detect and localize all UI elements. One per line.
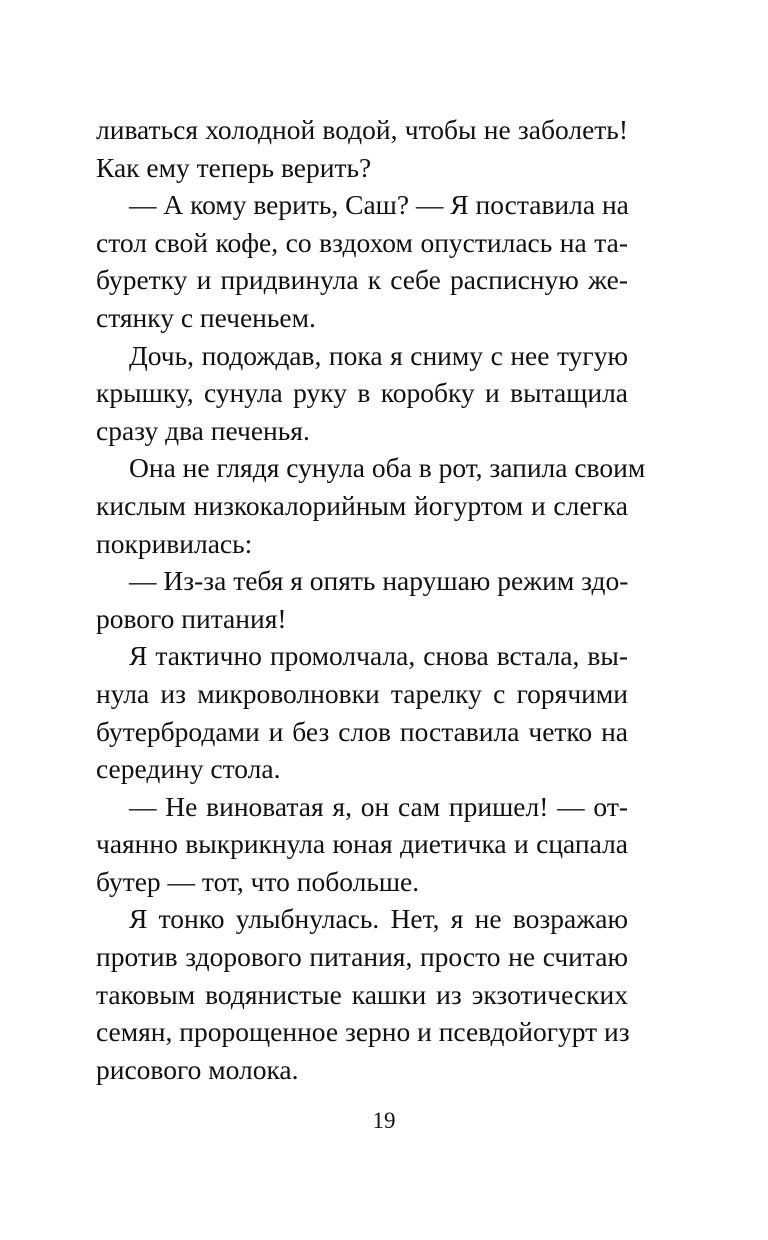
text-line: бутербродами и без слов поставила четко на <box>96 715 628 747</box>
paragraph-4 <box>96 449 646 562</box>
text-line: — Не виноватая я, он сам пришел! — от- <box>129 790 628 822</box>
text-line: семян, пророщенное зерно и псевдойогурт из <box>96 1016 630 1048</box>
text-line: рисового молока. <box>96 1053 299 1085</box>
paragraph-2 <box>96 186 628 336</box>
text-line: Я тактично промолчала, снова встала, вы- <box>129 640 628 672</box>
text-line: против здорового питания, просто не считаю <box>96 941 628 973</box>
paragraph-3 <box>96 337 628 450</box>
text-line: таковым водянистые кашки из экзотических <box>96 978 628 1010</box>
text-line: сразу два печенья. <box>96 414 310 446</box>
paragraph-5 <box>96 562 628 637</box>
text-line: — А кому верить, Саш? — Я поставила на <box>129 189 629 221</box>
text-line: Как ему теперь верить? <box>96 151 372 183</box>
paragraph-1 <box>96 111 628 186</box>
text-line: — Из-за тебя я опять нарушаю режим здо- <box>129 565 629 597</box>
text-line: чаянно выкрикнула юная диетичка и сцапала <box>96 828 628 860</box>
text-line: рового питания! <box>96 602 287 634</box>
paragraph-6 <box>96 637 628 787</box>
text-line: Дочь, подождав, пока я сниму с нее тугую <box>129 339 628 371</box>
text-line: стянку с печеньем. <box>96 301 316 333</box>
paragraph-7 <box>96 788 628 901</box>
text-line: середину стола. <box>96 753 281 785</box>
paragraph-8 <box>96 900 628 1088</box>
text-line: Я тонко улыбнулась. Нет, я не возражаю <box>129 903 628 935</box>
text-line: бутер — тот, что побольше. <box>96 865 420 897</box>
text-line: крышку, сунула руку в коробку и вытащила <box>96 377 628 409</box>
text-line: ливаться холодной водой, чтобы не заболеть! <box>96 114 628 145</box>
text-line: Она не глядя сунула оба в рот, запила своим <box>129 452 646 484</box>
text-line: стол свой кофе, со вздохом опустилась на та- <box>96 226 628 258</box>
page-body <box>96 111 646 1088</box>
page-number: 19 <box>372 1108 396 1133</box>
text-line: буретку и придвинула к себе расписную же- <box>96 264 628 296</box>
text-line: нула из микроволновки тарелку с горячими <box>96 677 628 709</box>
text-line: покривилась: <box>96 527 253 559</box>
text-line: кислым низкокалорийным йогуртом и слегка <box>96 489 628 521</box>
